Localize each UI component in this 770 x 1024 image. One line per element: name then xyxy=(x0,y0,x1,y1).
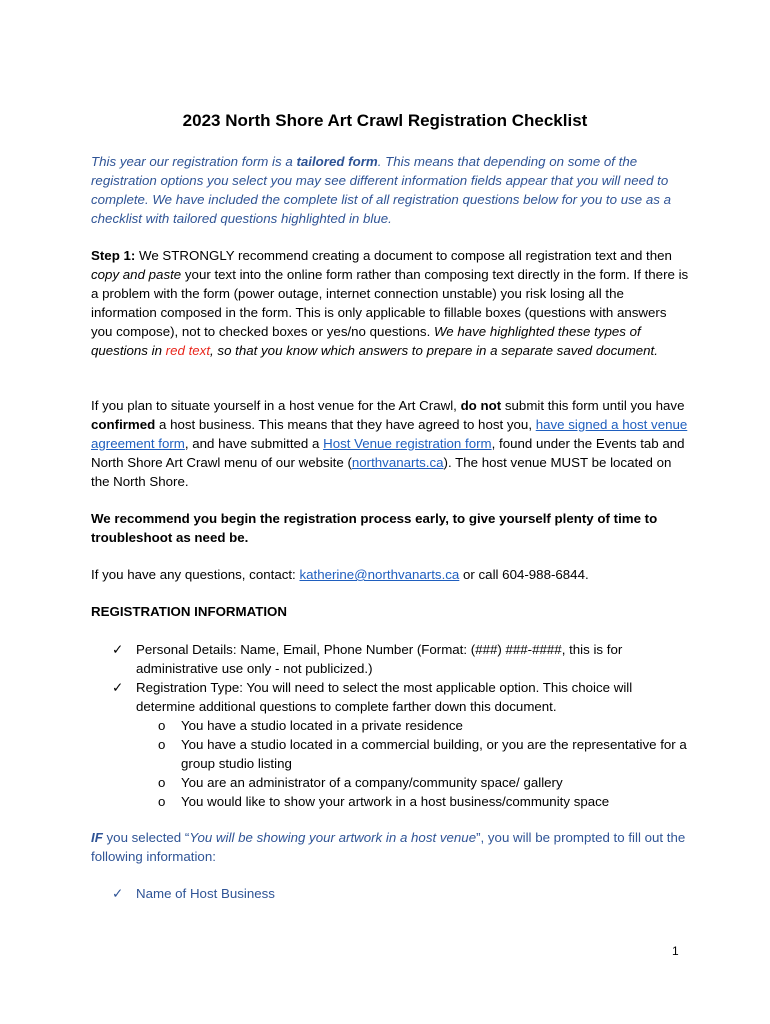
ifsel-text: ”, you will be prompted to fill out the following information: xyxy=(91,830,686,864)
registration-checklist xyxy=(112,640,687,811)
checklist-item xyxy=(112,884,687,903)
step1-text: your text into the online form rather than composing text directly in the form. If there is a problem with the form (power outage, internet connection unstable) you risk losing all the information composed in the form. This is only applicable to fillable boxes (questions with answers you compose), not to checked boxes or yes/no questions. xyxy=(91,267,689,339)
step1-italic: We have highlighted these types of questions in xyxy=(91,324,641,358)
host-bold: do not xyxy=(460,398,502,413)
contact-text: or call 604-988-6844. xyxy=(459,567,589,582)
step1-text: We STRONGLY recommend creating a document to compose all registration text and then xyxy=(135,248,672,263)
sub-list-item-text: You have a studio located in a private residence xyxy=(181,718,463,733)
circle-bullet-icon: o xyxy=(158,737,166,752)
circle-bullet-icon: o xyxy=(158,775,166,790)
checklist-item xyxy=(112,678,687,811)
early-registration-note: We recommend you begin the registration process early, to give yourself plenty of time to troubleshoot as need be. xyxy=(91,511,658,545)
sub-list-item-text: You have a studio located in a commercial building, or you are the representative for a group studio listing xyxy=(181,737,687,771)
ifsel-italic: You will be showing your artwork in a host venue xyxy=(189,830,477,845)
checkmark-icon: ✓ xyxy=(112,886,124,901)
sub-list-item xyxy=(136,716,687,735)
intro-bold: tailored form xyxy=(296,154,378,169)
contact-email-link[interactable]: katherine@northvanarts.ca xyxy=(299,567,460,582)
registration-info-heading: REGISTRATION INFORMATION xyxy=(91,604,287,619)
sub-list-item-text: You are an administrator of a company/community space/ gallery xyxy=(181,775,563,790)
step1-italic: , so that you know which answers to prepare in a separate saved document. xyxy=(210,343,658,358)
host-text: submit this form until you have xyxy=(501,398,685,413)
host-text: ). The host venue MUST be located on the North Shore. xyxy=(91,455,672,489)
sub-list-item-text: You would like to show your artwork in a host business/community space xyxy=(181,794,610,809)
red-text-sample: red text xyxy=(165,343,211,358)
checkmark-icon: ✓ xyxy=(112,680,124,695)
host-text: , found under the Events tab and North Shore Art Crawl menu of our website ( xyxy=(91,436,685,470)
step1-label: Step 1: xyxy=(91,248,136,263)
sub-list-item xyxy=(136,735,687,773)
checklist-item-text: Name of Host Business xyxy=(136,886,275,901)
host-text: If you plan to situate yourself in a host venue for the Art Crawl, xyxy=(91,398,461,413)
host-venue-conditional-paragraph xyxy=(91,828,691,866)
checklist-item-text: Registration Type: You will need to select the most applicable option. This choice will determine additional questions to complete farther down this document. xyxy=(136,680,633,714)
page-title: 2023 North Shore Art Crawl Registration Checklist xyxy=(182,111,588,130)
host-venue-agreement-link[interactable]: have signed a host venue agreement form xyxy=(91,417,688,451)
sub-list-item xyxy=(136,773,687,792)
host-venue-paragraph xyxy=(91,396,691,491)
intro-text: This year our registration form is a xyxy=(91,154,297,169)
page-number: 1 xyxy=(672,944,679,958)
checkmark-icon: ✓ xyxy=(112,642,124,657)
step1-italic: copy and paste xyxy=(91,267,182,282)
host-text: a host business. This means that they have agreed to host you, xyxy=(155,417,536,432)
checklist-item xyxy=(112,640,687,678)
host-venue-checklist xyxy=(112,884,687,903)
intro-paragraph xyxy=(91,152,691,228)
intro-text: . This means that depending on some of the registration options you select you may see different information fields appear that you will need to complete. We have included the complete list of all registration questions below for you to use as a checklist with tailored questions highlighted in blue. xyxy=(91,154,671,226)
step1-paragraph xyxy=(91,246,691,360)
contact-paragraph xyxy=(91,565,691,584)
host-text: , and have submitted a xyxy=(184,436,324,451)
circle-bullet-icon: o xyxy=(158,718,166,733)
circle-bullet-icon: o xyxy=(158,794,166,809)
ifsel-text: you selected “ xyxy=(102,830,190,845)
host-bold: confirmed xyxy=(91,417,156,432)
host-venue-registration-link[interactable]: Host Venue registration form xyxy=(323,436,492,451)
website-link[interactable]: northvanarts.ca xyxy=(351,455,444,470)
checklist-item-text: Personal Details: Name, Email, Phone Number (Format: (###) ###-####, this is for administrative use only - not publicized.) xyxy=(136,642,623,676)
registration-type-options xyxy=(136,716,687,811)
if-bold: IF xyxy=(91,830,103,845)
sub-list-item xyxy=(136,792,687,811)
contact-text: If you have any questions, contact: xyxy=(91,567,300,582)
